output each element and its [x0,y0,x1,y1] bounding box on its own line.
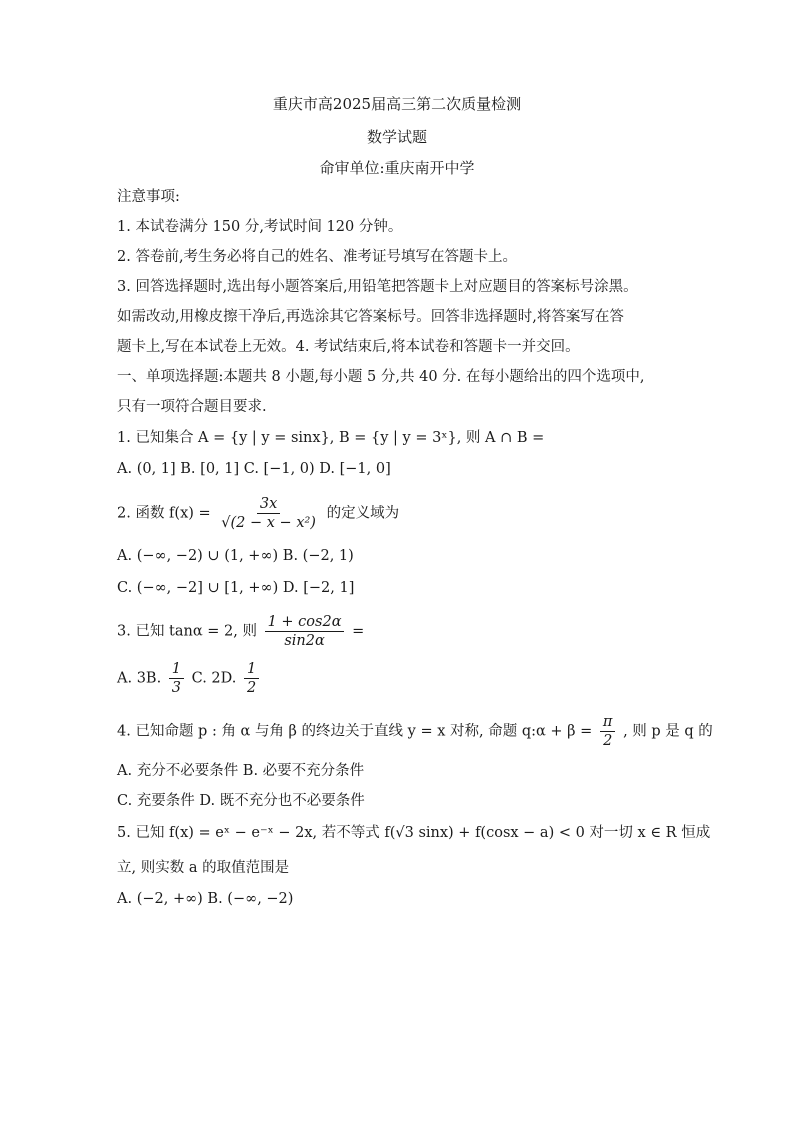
option-b-denominator: 3 [171,680,182,696]
question-4-options-1: A. 充分不必要条件 B. 必要不充分条件 [117,763,365,779]
question-3-option-a: A. 3B. [117,670,162,687]
question-3-numerator: 1 + cos2α [265,613,345,632]
question-3-option-d-fraction [244,660,259,697]
question-2-fraction [218,495,319,532]
question-5-line-2: 立, 则实数 a 的取值范围是 [117,860,290,876]
question-4-numerator: π [600,713,616,732]
question-3-stem [117,613,717,650]
notice-item-1: 1. 本试卷满分 150 分,考试时间 120 分钟。 [117,219,403,235]
notice-heading: 注意事项: [117,189,180,205]
question-5-line-1: 5. 已知 f(x) = eˣ − e⁻ˣ − 2x, 若不等式 f(√3 sinx) + f(cosx − a) < 0 对一切 x ∈ R 恒成 [117,825,711,841]
notice-item-3-line-1: 3. 回答选择题时,选出每小题答案后,用铅笔把答题卡上对应题目的答案标号涂黑。 [117,279,638,295]
notice-item-2: 2. 答卷前,考生务必将自己的姓名、准考证号填写在答题卡上。 [117,249,518,265]
notice-item-3-line-3: 题卡上,写在本试卷上无效。4. 考试结束后,将本试卷和答题卡一并交回。 [117,339,580,355]
question-2-stem [117,495,717,532]
option-d-numerator: 1 [244,660,259,679]
question-2-options-2: C. (−∞, −2] ∪ [1, +∞) D. [−2, 1] [117,580,355,596]
question-3-suffix: = [352,623,365,640]
question-3-prefix: 3. 已知 tanα = 2, 则 [117,623,257,640]
question-3-denominator: sin2α [284,633,325,649]
question-1-options: A. (0, 1] B. [0, 1] C. [−1, 0) D. [−1, 0] [117,461,391,477]
exam-title: 重庆市高2025届高三第二次质量检测 [272,95,522,113]
section-heading-line-2: 只有一项符合题目要求. [117,399,267,415]
exam-subject: 数学试题 [366,128,427,146]
question-1-stem: 1. 已知集合 A = {y | y = sinx}, B = {y | y = 3ˣ}, 则 A ∩ B = [117,430,545,446]
question-3-option-c: C. 2D. [191,670,237,687]
question-4-suffix: , 则 p 是 q 的 [623,723,713,740]
option-b-numerator: 1 [169,660,184,679]
question-3-fraction [265,613,345,650]
section-heading-line-1: 一、单项选择题:本题共 8 小题,每小题 5 分,共 40 分. 在每小题给出的四个选项中, [117,369,645,385]
question-2-denominator: √(2 − x − x²) [221,515,316,531]
question-4-denominator: 2 [603,733,613,749]
question-4-prefix: 4. 已知命题 p : 角 α 与角 β 的终边关于直线 y = x 对称, 命题 q:α + β = [117,723,593,740]
question-4-fraction [600,713,616,750]
question-3-option-b-fraction [169,660,184,697]
question-5-options: A. (−2, +∞) B. (−∞, −2) [117,891,294,907]
question-2-prefix: 2. 函数 f(x) = [117,505,211,522]
question-3-options [117,660,717,697]
notice-item-3-line-2: 如需改动,用橡皮擦干净后,再选涂其它答案标号。回答非选择题时,将答案写在答 [117,309,624,325]
question-4-stem [117,713,717,750]
question-2-options-1: A. (−∞, −2) ∪ (1, +∞) B. (−2, 1) [117,548,354,564]
option-d-denominator: 2 [247,680,257,696]
question-4-options-2: C. 充要条件 D. 既不充分也不必要条件 [117,793,365,809]
question-2-numerator: 3x [257,495,280,514]
question-2-suffix: 的定义域为 [326,505,400,522]
exam-author: 命审单位:重庆南开中学 [319,159,475,177]
